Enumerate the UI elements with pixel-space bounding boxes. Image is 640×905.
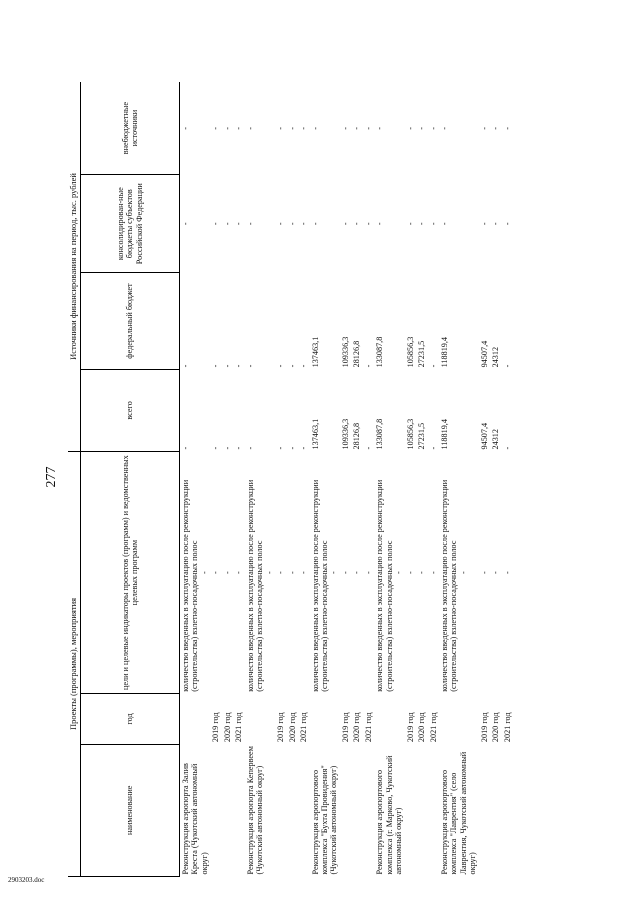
row-year: 2020 год [287,712,297,743]
row-federal: 133087,8 [375,336,385,368]
row-goal [340,451,352,693]
row-goal-value: - [491,571,501,574]
row-name [233,744,245,876]
row-goal-value: - [363,571,373,574]
header-name: наименование [81,744,180,876]
row-goal [287,451,299,693]
row-year: 2019 год [405,712,415,743]
row-external: - [211,127,221,130]
row-goal [222,451,234,693]
row-external: - [440,127,450,130]
row-goal-value: - [264,571,274,574]
row-year: 2021 год [299,712,309,743]
row-goal-text: количество введенных в эксплуатацию после реконструкции (строительства) взлетно-посадочных полос [181,479,200,692]
row-year [374,694,404,744]
row-goal-text: количество введенных в эксплуатацию после реконструкции (строительства) взлетно-посадочных полос [440,479,459,692]
row-goal-value: - [276,571,286,574]
row-year [245,694,275,744]
row-name: Реконструкция аэропорта Кепервеем (Чукотский автономный округ) [245,746,265,875]
row-regional: - [287,222,297,226]
row-goal [245,451,275,693]
table-row [374,82,404,877]
row-federal: - [428,364,438,368]
row-name: Реконструкция аэропортового комплекса "Бухта Провидения" (Чукотский автономный округ) [310,765,339,875]
row-external: - [310,127,320,130]
row-year: 2019 год [276,712,286,743]
row-total: 105856,3 [405,418,415,450]
row-name [479,744,491,876]
row-goal-value: - [502,571,512,574]
table-row [439,82,479,877]
table-row [310,82,340,877]
footer-filename: 2903203.doc [8,876,45,884]
row-name [428,744,440,876]
row-regional: - [502,222,512,226]
row-goal-value: - [405,571,415,574]
row-regional: - [428,222,438,226]
row-total: - [276,446,286,450]
table-row [233,82,245,877]
row-total: - [234,446,244,450]
table-row [340,82,352,877]
row-goal [363,451,375,693]
row-year: 2021 год [502,712,512,743]
row-total: 109336,3 [340,418,350,450]
row-regional: - [417,222,427,226]
row-external: - [181,127,190,130]
row-year: 2021 год [363,712,373,743]
header-group-projects: Проекты (программы), мероприятия [68,451,81,876]
row-goal [310,451,340,693]
row-name [351,744,363,876]
row-goal-value: - [222,571,232,574]
row-external: - [287,127,297,130]
row-total: - [502,446,512,450]
table-row [490,82,502,877]
row-name [275,744,287,876]
row-total: - [211,446,221,450]
header-group-sources: Источники финансирования на период, тыс. рублей [68,82,81,451]
row-goal-value: - [340,571,350,574]
row-external: - [405,127,415,130]
row-external: - [502,127,512,130]
row-name [222,744,234,876]
row-goal [490,451,502,693]
row-federal: - [363,364,373,368]
row-total: 28126,8 [352,422,362,450]
row-external: - [245,127,255,130]
row-goal-value: - [329,571,339,574]
row-name: Реконструкция аэропортового комплекса (г. Марково, Чукотский автономный округ) [375,755,404,875]
header-total: всего [81,369,180,451]
row-year: 2020 год [491,712,501,743]
row-goal [298,451,310,693]
rotated-page [44,22,568,877]
row-external: - [352,127,362,130]
row-year: 2019 год [340,712,350,743]
table-row [298,82,310,877]
row-name: Реконструкция аэропорта Залив Креста (Чукотский автономный округ) [181,763,209,875]
row-name [363,744,375,876]
row-federal: - [276,364,286,368]
row-federal: - [245,364,255,368]
row-federal: - [181,364,190,368]
row-federal: 94507,4 [479,340,489,368]
row-name [340,744,352,876]
row-goal [180,451,211,693]
row-goal [439,451,479,693]
row-external: - [276,127,286,130]
row-goal-value: - [394,571,404,574]
row-external: - [299,127,309,130]
row-total: - [428,446,438,450]
row-goal-value: - [352,571,362,574]
row-goal-text: количество введенных в эксплуатацию после реконструкции (строительства) взлетно-посадочных полос [310,479,329,692]
table-row [245,82,275,877]
row-total: 94507,4 [479,422,489,450]
row-external: - [417,127,427,130]
row-regional: - [352,222,362,226]
row-year: 2020 год [352,712,362,743]
row-name [416,744,428,876]
table-row [479,82,491,877]
row-year: 2020 год [222,712,232,743]
row-regional: - [479,222,489,226]
row-federal: - [234,364,244,368]
row-federal: 137463,1 [310,336,320,368]
row-total: - [299,446,309,450]
row-goal [479,451,491,693]
row-year [180,694,211,744]
table-body [180,82,514,877]
row-name [210,744,222,876]
row-goal-value: - [211,571,221,574]
header-year: год [81,694,180,744]
row-external: - [234,127,244,130]
row-total: - [363,446,373,450]
row-total: 24312 [491,429,501,450]
row-federal: 109336,3 [340,336,350,368]
row-goal-value: - [417,571,427,574]
table-row [416,82,428,877]
row-goal-value: - [234,571,244,574]
row-goal [428,451,440,693]
row-name: Реконструкция аэропортового комплекса "Лаврентия" (село Лаврентия, Чукотский автономный округ) [440,751,478,875]
row-total: 27231,5 [417,422,427,450]
row-goal-text: количество введенных в эксплуатацию после реконструкции (строительства) взлетно-посадочных полос [245,479,265,692]
row-year: 2020 год [417,712,427,743]
row-goal-value: - [428,571,438,574]
row-goal-value: - [199,571,209,574]
row-external: - [375,127,385,130]
row-total: - [245,446,255,450]
row-regional: - [211,222,221,226]
row-regional: - [234,222,244,226]
row-goal-value: - [287,571,297,574]
row-regional: - [276,222,286,226]
row-federal: 118819,4 [440,336,450,368]
row-regional: - [340,222,350,226]
row-year [310,694,340,744]
row-external: - [491,127,501,130]
row-regional: - [491,222,501,226]
table-row [428,82,440,877]
table-row [405,82,417,877]
row-year [439,694,479,744]
row-goal-text: количество введенных в эксплуатацию после реконструкции (строительства) взлетно-посадочных полос [375,479,394,692]
table-row [275,82,287,877]
row-federal: 27231,5 [417,340,427,368]
row-year: 2019 год [479,712,489,743]
row-federal: - [287,364,297,368]
row-goal [374,451,404,693]
row-name [287,744,299,876]
header-goals: цели и целевые индикаторы проектов (программ) и ведомственных целевых программ [81,451,180,693]
row-regional: - [363,222,373,226]
table-row [210,82,222,877]
row-federal: - [211,364,221,368]
table-row [180,82,211,877]
financing-table [68,82,513,877]
row-federal: - [222,364,232,368]
row-regional: - [181,222,190,226]
row-external: - [340,127,350,130]
row-federal: 24312 [491,346,501,368]
page-number: 277 [44,466,59,488]
row-total: - [287,446,297,450]
row-goal [502,451,514,693]
row-total: - [222,446,232,450]
header-federal: федеральный бюджет [81,273,180,370]
row-goal [210,451,222,693]
row-name [298,744,310,876]
row-goal [233,451,245,693]
row-year: 2019 год [211,712,221,743]
row-federal: - [299,364,309,368]
table-row [222,82,234,877]
header-regional: консолидирован-ные бюджеты субъектов Российской Федерации [81,175,180,273]
row-total: 133087,8 [375,418,385,450]
row-total: 118819,4 [440,419,450,450]
table-row [363,82,375,877]
row-goal-value: - [479,571,489,574]
row-regional: - [440,222,450,226]
row-goal-value: - [458,571,468,574]
table-row [287,82,299,877]
table-row [351,82,363,877]
row-goal [416,451,428,693]
row-year: 2021 год [234,712,244,743]
row-total: 137463,1 [310,418,320,450]
row-year: 2021 год [428,712,438,743]
row-regional: - [310,222,320,226]
row-goal [275,451,287,693]
row-total: - [181,446,190,450]
row-external: - [363,127,373,130]
header-external: внебюджетные источники [81,82,180,175]
row-goal [405,451,417,693]
row-goal [351,451,363,693]
row-name [502,744,514,876]
row-federal: 28126,8 [352,340,362,368]
row-external: - [222,127,232,130]
row-federal: - [502,364,512,368]
row-name [490,744,502,876]
row-regional: - [245,222,255,226]
row-name [405,744,417,876]
row-external: - [479,127,489,130]
row-regional: - [222,222,232,226]
row-regional: - [405,222,415,226]
row-regional: - [299,222,309,226]
row-federal: 105856,3 [405,336,415,368]
row-regional: - [375,222,385,226]
row-external: - [428,127,438,130]
row-goal-value: - [299,571,309,574]
table-row [502,82,514,877]
